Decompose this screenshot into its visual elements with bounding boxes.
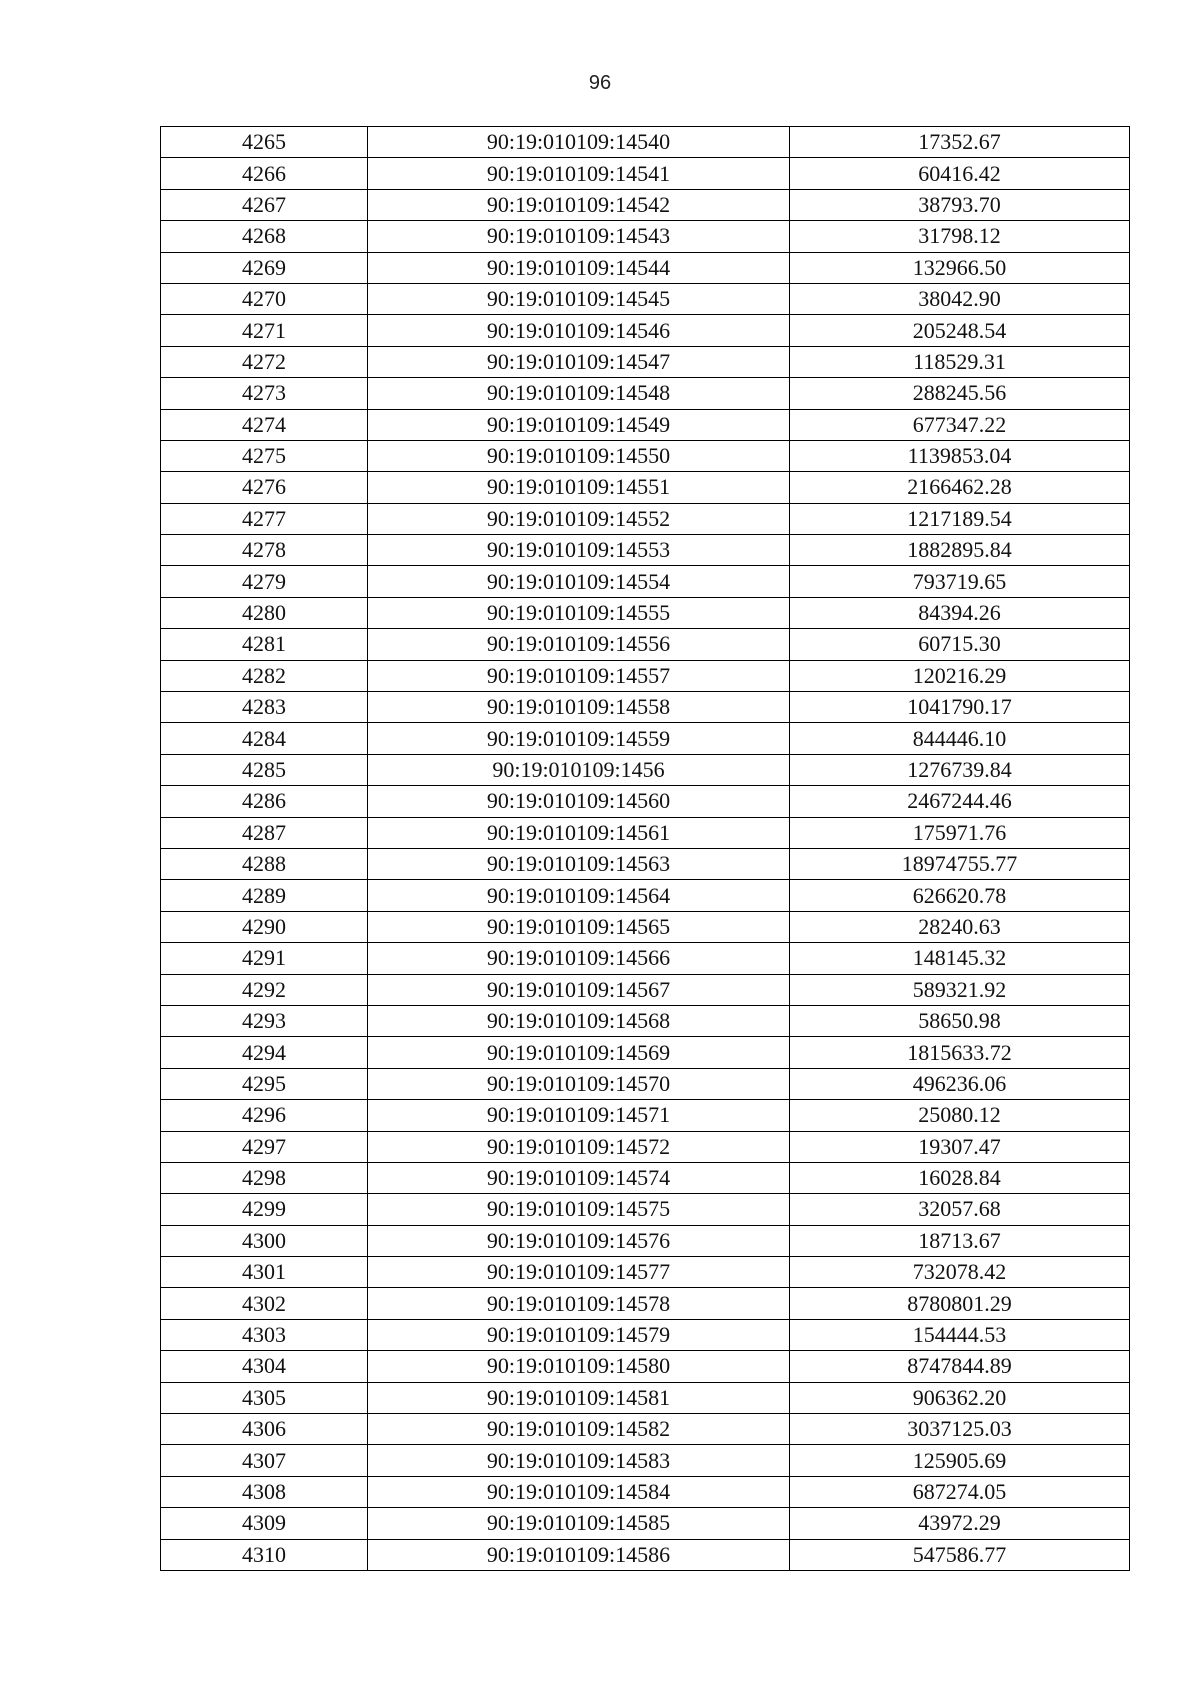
cadastral-number-cell: 90:19:010109:14563 <box>368 848 790 879</box>
value-cell: 205248.54 <box>790 315 1130 346</box>
table-row <box>161 911 1130 942</box>
row-number-cell: 4310 <box>161 1539 368 1570</box>
row-number-cell: 4303 <box>161 1319 368 1350</box>
row-number-cell: 4305 <box>161 1382 368 1413</box>
table-row <box>161 1162 1130 1193</box>
cadastral-number-cell: 90:19:010109:14580 <box>368 1351 790 1382</box>
row-number-cell: 4307 <box>161 1445 368 1476</box>
row-number-cell: 4272 <box>161 346 368 377</box>
cadastral-number-cell: 90:19:010109:14577 <box>368 1257 790 1288</box>
row-number-cell: 4293 <box>161 1005 368 1036</box>
value-cell: 60416.42 <box>790 158 1130 189</box>
value-cell: 1276739.84 <box>790 754 1130 785</box>
table-row <box>161 817 1130 848</box>
cadastral-number-cell: 90:19:010109:14544 <box>368 252 790 283</box>
value-cell: 58650.98 <box>790 1005 1130 1036</box>
page-number: 96 <box>588 72 612 94</box>
table-row <box>161 283 1130 314</box>
table-row <box>161 754 1130 785</box>
table-row <box>161 189 1130 220</box>
value-cell: 175971.76 <box>790 817 1130 848</box>
cadastral-number-cell: 90:19:010109:14570 <box>368 1068 790 1099</box>
cadastral-number-cell: 90:19:010109:14551 <box>368 472 790 503</box>
value-cell: 288245.56 <box>790 378 1130 409</box>
table-row <box>161 315 1130 346</box>
table-row <box>161 723 1130 754</box>
row-number-cell: 4276 <box>161 472 368 503</box>
row-number-cell: 4308 <box>161 1476 368 1507</box>
value-cell: 3037125.03 <box>790 1414 1130 1445</box>
cadastral-number-cell: 90:19:010109:14546 <box>368 315 790 346</box>
value-cell: 844446.10 <box>790 723 1130 754</box>
row-number-cell: 4279 <box>161 566 368 597</box>
cadastral-number-cell: 90:19:010109:14576 <box>368 1225 790 1256</box>
cadastral-number-cell: 90:19:010109:14572 <box>368 1131 790 1162</box>
cadastral-number-cell: 90:19:010109:14559 <box>368 723 790 754</box>
value-cell: 2467244.46 <box>790 786 1130 817</box>
row-number-cell: 4299 <box>161 1194 368 1225</box>
value-cell: 120216.29 <box>790 660 1130 691</box>
table-row <box>161 535 1130 566</box>
value-cell: 154444.53 <box>790 1319 1130 1350</box>
value-cell: 496236.06 <box>790 1068 1130 1099</box>
value-cell: 25080.12 <box>790 1100 1130 1131</box>
table-row <box>161 1476 1130 1507</box>
value-cell: 38793.70 <box>790 189 1130 220</box>
cadastral-number-cell: 90:19:010109:14560 <box>368 786 790 817</box>
table-row <box>161 1225 1130 1256</box>
table-row <box>161 472 1130 503</box>
row-number-cell: 4309 <box>161 1508 368 1539</box>
table-row <box>161 943 1130 974</box>
value-cell: 906362.20 <box>790 1382 1130 1413</box>
cadastral-number-cell: 90:19:010109:14540 <box>368 127 790 158</box>
cadastral-number-cell: 90:19:010109:14574 <box>368 1162 790 1193</box>
value-cell: 8747844.89 <box>790 1351 1130 1382</box>
cadastral-number-cell: 90:19:010109:14547 <box>368 346 790 377</box>
cadastral-number-cell: 90:19:010109:14581 <box>368 1382 790 1413</box>
table-row <box>161 848 1130 879</box>
cadastral-number-cell: 90:19:010109:14557 <box>368 660 790 691</box>
row-number-cell: 4283 <box>161 692 368 723</box>
value-cell: 60715.30 <box>790 629 1130 660</box>
value-cell: 148145.32 <box>790 943 1130 974</box>
row-number-cell: 4271 <box>161 315 368 346</box>
table-row <box>161 1068 1130 1099</box>
cadastral-number-cell: 90:19:010109:14579 <box>368 1319 790 1350</box>
table-row <box>161 692 1130 723</box>
value-cell: 125905.69 <box>790 1445 1130 1476</box>
cadastral-number-cell: 90:19:010109:14586 <box>368 1539 790 1570</box>
table-row <box>161 1288 1130 1319</box>
row-number-cell: 4268 <box>161 221 368 252</box>
cadastral-number-cell: 90:19:010109:14556 <box>368 629 790 660</box>
cadastral-number-cell: 90:19:010109:14550 <box>368 440 790 471</box>
row-number-cell: 4267 <box>161 189 368 220</box>
value-cell: 32057.68 <box>790 1194 1130 1225</box>
value-cell: 2166462.28 <box>790 472 1130 503</box>
cadastral-number-cell: 90:19:010109:14542 <box>368 189 790 220</box>
row-number-cell: 4281 <box>161 629 368 660</box>
value-cell: 31798.12 <box>790 221 1130 252</box>
row-number-cell: 4285 <box>161 754 368 785</box>
table-row <box>161 597 1130 628</box>
cadastral-number-cell: 90:19:010109:14575 <box>368 1194 790 1225</box>
table-row <box>161 1508 1130 1539</box>
cadastral-number-cell: 90:19:010109:14578 <box>368 1288 790 1319</box>
table-row <box>161 221 1130 252</box>
cadastral-table <box>160 126 1130 1571</box>
cadastral-number-cell: 90:19:010109:1456 <box>368 754 790 785</box>
value-cell: 19307.47 <box>790 1131 1130 1162</box>
row-number-cell: 4286 <box>161 786 368 817</box>
cadastral-number-cell: 90:19:010109:14567 <box>368 974 790 1005</box>
row-number-cell: 4301 <box>161 1257 368 1288</box>
value-cell: 547586.77 <box>790 1539 1130 1570</box>
table-row <box>161 1037 1130 1068</box>
row-number-cell: 4297 <box>161 1131 368 1162</box>
cadastral-number-cell: 90:19:010109:14565 <box>368 911 790 942</box>
table-row <box>161 1100 1130 1131</box>
cadastral-number-cell: 90:19:010109:14585 <box>368 1508 790 1539</box>
row-number-cell: 4275 <box>161 440 368 471</box>
row-number-cell: 4289 <box>161 880 368 911</box>
row-number-cell: 4295 <box>161 1068 368 1099</box>
table-row <box>161 409 1130 440</box>
row-number-cell: 4269 <box>161 252 368 283</box>
table-row <box>161 1445 1130 1476</box>
cadastral-number-cell: 90:19:010109:14543 <box>368 221 790 252</box>
table-row <box>161 127 1130 158</box>
row-number-cell: 4302 <box>161 1288 368 1319</box>
table-row <box>161 1131 1130 1162</box>
row-number-cell: 4306 <box>161 1414 368 1445</box>
cadastral-number-cell: 90:19:010109:14564 <box>368 880 790 911</box>
row-number-cell: 4304 <box>161 1351 368 1382</box>
value-cell: 677347.22 <box>790 409 1130 440</box>
row-number-cell: 4287 <box>161 817 368 848</box>
row-number-cell: 4300 <box>161 1225 368 1256</box>
table-row <box>161 1539 1130 1570</box>
table-row <box>161 1005 1130 1036</box>
row-number-cell: 4278 <box>161 535 368 566</box>
cadastral-number-cell: 90:19:010109:14545 <box>368 283 790 314</box>
value-cell: 1882895.84 <box>790 535 1130 566</box>
value-cell: 118529.31 <box>790 346 1130 377</box>
row-number-cell: 4270 <box>161 283 368 314</box>
cadastral-number-cell: 90:19:010109:14571 <box>368 1100 790 1131</box>
table-row <box>161 440 1130 471</box>
value-cell: 8780801.29 <box>790 1288 1130 1319</box>
row-number-cell: 4266 <box>161 158 368 189</box>
table-row <box>161 1257 1130 1288</box>
cadastral-number-cell: 90:19:010109:14558 <box>368 692 790 723</box>
row-number-cell: 4296 <box>161 1100 368 1131</box>
value-cell: 1815633.72 <box>790 1037 1130 1068</box>
value-cell: 84394.26 <box>790 597 1130 628</box>
cadastral-number-cell: 90:19:010109:14582 <box>368 1414 790 1445</box>
table-row <box>161 880 1130 911</box>
table-row <box>161 660 1130 691</box>
cadastral-number-cell: 90:19:010109:14553 <box>368 535 790 566</box>
value-cell: 793719.65 <box>790 566 1130 597</box>
value-cell: 626620.78 <box>790 880 1130 911</box>
row-number-cell: 4291 <box>161 943 368 974</box>
row-number-cell: 4273 <box>161 378 368 409</box>
cadastral-number-cell: 90:19:010109:14569 <box>368 1037 790 1068</box>
value-cell: 589321.92 <box>790 974 1130 1005</box>
row-number-cell: 4284 <box>161 723 368 754</box>
table-row <box>161 786 1130 817</box>
table-row <box>161 503 1130 534</box>
table-row <box>161 1351 1130 1382</box>
value-cell: 132966.50 <box>790 252 1130 283</box>
row-number-cell: 4265 <box>161 127 368 158</box>
table-row <box>161 974 1130 1005</box>
cadastral-number-cell: 90:19:010109:14548 <box>368 378 790 409</box>
cadastral-number-cell: 90:19:010109:14552 <box>368 503 790 534</box>
table-row <box>161 1319 1130 1350</box>
row-number-cell: 4288 <box>161 848 368 879</box>
cadastral-number-cell: 90:19:010109:14584 <box>368 1476 790 1507</box>
row-number-cell: 4294 <box>161 1037 368 1068</box>
row-number-cell: 4290 <box>161 911 368 942</box>
table-row <box>161 378 1130 409</box>
table-row <box>161 346 1130 377</box>
table-body <box>161 127 1130 1571</box>
value-cell: 43972.29 <box>790 1508 1130 1539</box>
value-cell: 687274.05 <box>790 1476 1130 1507</box>
table-row <box>161 629 1130 660</box>
table-row <box>161 1414 1130 1445</box>
row-number-cell: 4292 <box>161 974 368 1005</box>
value-cell: 1041790.17 <box>790 692 1130 723</box>
cadastral-number-cell: 90:19:010109:14566 <box>368 943 790 974</box>
cadastral-number-cell: 90:19:010109:14541 <box>368 158 790 189</box>
value-cell: 732078.42 <box>790 1257 1130 1288</box>
cadastral-number-cell: 90:19:010109:14583 <box>368 1445 790 1476</box>
cadastral-number-cell: 90:19:010109:14561 <box>368 817 790 848</box>
table-row <box>161 566 1130 597</box>
cadastral-number-cell: 90:19:010109:14568 <box>368 1005 790 1036</box>
value-cell: 16028.84 <box>790 1162 1130 1193</box>
value-cell: 1139853.04 <box>790 440 1130 471</box>
cadastral-number-cell: 90:19:010109:14549 <box>368 409 790 440</box>
value-cell: 17352.67 <box>790 127 1130 158</box>
table-row <box>161 252 1130 283</box>
row-number-cell: 4274 <box>161 409 368 440</box>
cadastral-number-cell: 90:19:010109:14554 <box>368 566 790 597</box>
row-number-cell: 4280 <box>161 597 368 628</box>
value-cell: 28240.63 <box>790 911 1130 942</box>
row-number-cell: 4277 <box>161 503 368 534</box>
row-number-cell: 4298 <box>161 1162 368 1193</box>
value-cell: 38042.90 <box>790 283 1130 314</box>
value-cell: 1217189.54 <box>790 503 1130 534</box>
table-row <box>161 1382 1130 1413</box>
value-cell: 18974755.77 <box>790 848 1130 879</box>
table-row <box>161 1194 1130 1225</box>
row-number-cell: 4282 <box>161 660 368 691</box>
value-cell: 18713.67 <box>790 1225 1130 1256</box>
table-row <box>161 158 1130 189</box>
cadastral-number-cell: 90:19:010109:14555 <box>368 597 790 628</box>
